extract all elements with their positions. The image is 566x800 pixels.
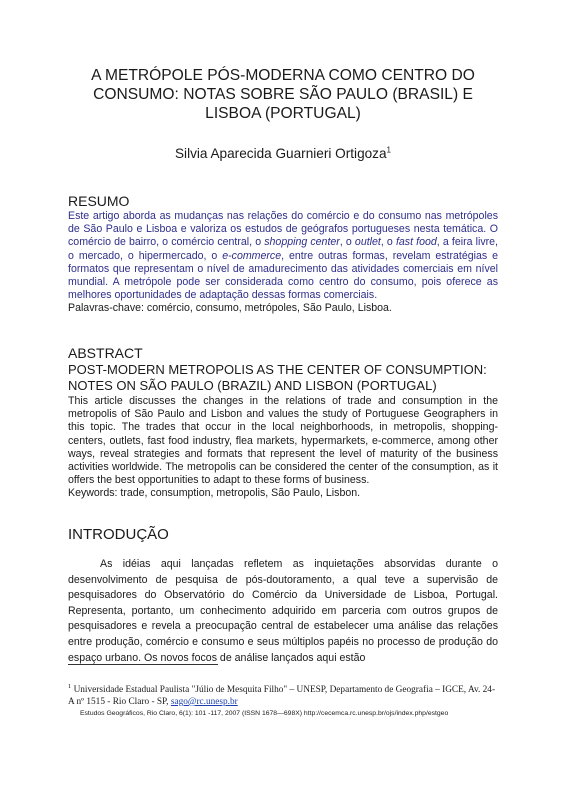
abstract-section xyxy=(68,345,498,501)
introducao-heading: INTRODUÇÃO xyxy=(68,526,169,543)
resumo-text xyxy=(68,210,498,302)
resumo-text-part: , o xyxy=(339,236,355,249)
abstract-text: This article discusses the changes in the relations of trade and consumption in the metropolis of São Paulo and Lisbon and values the study of Portuguese Geographers in this topic. The trades that occur in the local neighborhoods, in metropolis, shopping-centers, outlets, fast food industry, flea markets, hypermarkets, e-commerce, among other ways, reveal strategies and formats that represent the level of maturity of the business activities worldwide. The metropolis can be considered the center of the consumption, as it offers the best opportunities to adapt to these forms of business. xyxy=(68,395,498,487)
abstract-heading: ABSTRACT xyxy=(68,345,143,361)
introducao-paragraph: As idéias aqui lançadas refletem as inquietações absorvidas durante o desenvolvimento de pesquisa de pós-doutoramento, a qual teve a supervisão de pesquisadores do Observatório do Comércio da Universidade de Lisboa, Portugal. Representa, portanto, um conhecimento adquirido em parceria com outros grupos de pesquisadores e revela a preocupação central de estabelecer uma análise das relações entre produção, comércio e consumo e seus múltiplos papéis no processo de produção do espaço urbano. Os novos focos de análise lançados aqui estão xyxy=(68,558,498,664)
resumo-term-fast-food: fast food xyxy=(395,236,437,249)
title-line-1: A METRÓPOLE PÓS-MODERNA COMO CENTRO DO xyxy=(91,67,475,84)
author-email-link[interactable]: sago@rc.unesp.br xyxy=(170,696,238,707)
resumo-section xyxy=(68,193,498,316)
resumo-term-outlet: outlet xyxy=(354,236,381,249)
title-line-2: CONSUMO: NOTAS SOBRE SÃO PAULO (BRASIL) E xyxy=(93,86,473,103)
abstract-keywords: Keywords: trade, consumption, metropolis, São Paulo, Lisbon. xyxy=(68,487,361,500)
footnote-text: Universidade Estadual Paulista "Júlio de Mesquita Filho" – UNESP, Departamento de Geografia – IGCE, Av. 24-A nº 1515 - Rio Claro - SP, xyxy=(68,685,496,707)
title-line-3: LISBOA (PORTUGAL) xyxy=(205,105,361,122)
footnote xyxy=(68,681,498,709)
resumo-text-part: Este artigo aborda as mudanças nas relações do comércio e do consumo nas metrópoles de São Paulo e Lisboa e valoriza os estudos de geógrafos portugueses nesta temática. O comércio de bairro, o comércio central, o xyxy=(68,210,498,249)
abstract-subtitle: POST-MODERN METROPOLIS AS THE CENTER OF CONSUMPTION: NOTES ON SÃO PAULO (BRAZIL) AND LISBON (PORTUGAL) xyxy=(68,362,487,393)
resumo-text-part: , a feira livre, o mercado, o hipermercado, o xyxy=(68,236,498,262)
footnote-mark: 1 xyxy=(68,683,72,690)
resumo-heading: RESUMO xyxy=(68,193,130,209)
resumo-text-part: , entre outras formas, revelam estratégias e formatos que representam o nível de amadurecimento das atividades comerciais em nível mundial. A metrópole pode ser considerada como centro do consumo, pois oferece as melhores oportunidades de adaptação dessas formas comerciais. xyxy=(68,249,498,302)
resumo-keywords: Palavras-chave: comércio, consumo, metrópoles, São Paulo, Lisboa. xyxy=(68,302,392,315)
introducao-section xyxy=(68,526,498,666)
resumo-term-e-commerce: e-commerce xyxy=(222,249,282,262)
resumo-term-shopping-center: shopping center xyxy=(264,236,340,249)
resumo-text-part: , o xyxy=(380,236,396,249)
journal-citation: Estudos Geográficos, Rio Claro, 6(1): 101 -117, 2007 (ISSN 1678—698X) http://cecemca.rc.unesp.br/ojs/index.php/estgeo xyxy=(80,710,449,717)
author-line xyxy=(40,145,526,162)
footnote-divider xyxy=(68,664,218,665)
author-footnote-mark: 1 xyxy=(386,145,391,155)
author-name: Silvia Aparecida Guarnieri Ortigoza xyxy=(174,146,387,161)
article-title xyxy=(40,66,526,123)
